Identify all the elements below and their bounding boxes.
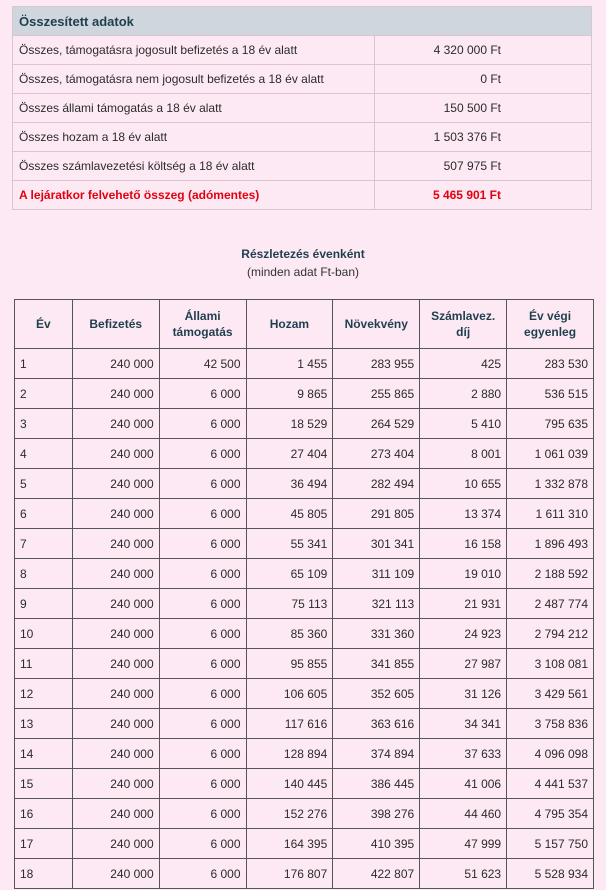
year-cell: 10: [15, 619, 73, 649]
table-cell: 55 341: [246, 529, 333, 559]
table-row: [15, 709, 594, 739]
table-cell: 410 395: [333, 829, 420, 859]
table-cell: 398 276: [333, 799, 420, 829]
table-row: [15, 589, 594, 619]
table-cell: 6 000: [159, 409, 246, 439]
table-cell: 240 000: [72, 439, 159, 469]
table-cell: 240 000: [72, 769, 159, 799]
table-row: [15, 499, 594, 529]
table-cell: 27 987: [420, 649, 507, 679]
table-cell: 240 000: [72, 349, 159, 379]
table-cell: 6 000: [159, 379, 246, 409]
table-row: [15, 379, 594, 409]
table-cell: 341 855: [333, 649, 420, 679]
year-cell: 17: [15, 829, 73, 859]
summary-value: 5 465 901 Ft: [375, 181, 592, 210]
table-row: [15, 679, 594, 709]
yearly-detail-table: [14, 299, 594, 889]
year-cell: 12: [15, 679, 73, 709]
column-header: Állami támogatás: [159, 300, 246, 349]
table-cell: 9 865: [246, 379, 333, 409]
summary-row: [13, 123, 592, 152]
summary-value: 150 500 Ft: [375, 94, 592, 123]
table-cell: 6 000: [159, 739, 246, 769]
table-cell: 3 429 561: [507, 679, 594, 709]
table-cell: 264 529: [333, 409, 420, 439]
column-header: Számlavez. díj: [420, 300, 507, 349]
table-cell: 301 341: [333, 529, 420, 559]
table-row: [15, 469, 594, 499]
table-cell: 5 157 750: [507, 829, 594, 859]
table-cell: 164 395: [246, 829, 333, 859]
table-cell: 27 404: [246, 439, 333, 469]
table-cell: 4 795 354: [507, 799, 594, 829]
table-cell: 6 000: [159, 829, 246, 859]
table-cell: 1 455: [246, 349, 333, 379]
table-cell: 240 000: [72, 709, 159, 739]
table-cell: 117 616: [246, 709, 333, 739]
table-cell: 386 445: [333, 769, 420, 799]
summary-table: [12, 6, 592, 210]
table-cell: 240 000: [72, 739, 159, 769]
table-cell: 422 807: [333, 859, 420, 889]
table-cell: 51 623: [420, 859, 507, 889]
table-cell: 2 487 774: [507, 589, 594, 619]
year-cell: 5: [15, 469, 73, 499]
column-header: Hozam: [246, 300, 333, 349]
year-cell: 18: [15, 859, 73, 889]
year-cell: 4: [15, 439, 73, 469]
table-row: [15, 529, 594, 559]
summary-value: 0 Ft: [375, 65, 592, 94]
summary-row: [13, 152, 592, 181]
table-cell: 240 000: [72, 799, 159, 829]
table-cell: 5 410: [420, 409, 507, 439]
table-cell: 240 000: [72, 649, 159, 679]
table-cell: 152 276: [246, 799, 333, 829]
summary-title: Összesített adatok: [13, 7, 592, 36]
table-cell: 2 188 592: [507, 559, 594, 589]
table-cell: 106 605: [246, 679, 333, 709]
table-cell: 47 999: [420, 829, 507, 859]
table-cell: 44 460: [420, 799, 507, 829]
table-cell: 140 445: [246, 769, 333, 799]
table-cell: 795 635: [507, 409, 594, 439]
table-cell: 5 528 934: [507, 859, 594, 889]
summary-row: [13, 94, 592, 123]
table-row: [15, 649, 594, 679]
table-cell: 6 000: [159, 469, 246, 499]
table-cell: 240 000: [72, 589, 159, 619]
table-cell: 255 865: [333, 379, 420, 409]
year-cell: 8: [15, 559, 73, 589]
table-cell: 352 605: [333, 679, 420, 709]
table-cell: 18 529: [246, 409, 333, 439]
table-cell: 41 006: [420, 769, 507, 799]
table-cell: 34 341: [420, 709, 507, 739]
table-row: [15, 439, 594, 469]
table-cell: 536 515: [507, 379, 594, 409]
year-cell: 11: [15, 649, 73, 679]
summary-label: Összes, támogatásra nem jogosult befizetés a 18 év alatt: [13, 65, 375, 94]
table-row: [15, 739, 594, 769]
table-row: [15, 559, 594, 589]
table-row: [15, 859, 594, 889]
summary-value: 4 320 000 Ft: [375, 36, 592, 65]
table-cell: 1 611 310: [507, 499, 594, 529]
summary-row: [13, 36, 592, 65]
table-cell: 6 000: [159, 859, 246, 889]
table-cell: 291 805: [333, 499, 420, 529]
table-cell: 2 880: [420, 379, 507, 409]
table-cell: 240 000: [72, 409, 159, 439]
table-row: [15, 769, 594, 799]
table-cell: 36 494: [246, 469, 333, 499]
table-cell: 6 000: [159, 679, 246, 709]
table-cell: 240 000: [72, 559, 159, 589]
table-cell: 65 109: [246, 559, 333, 589]
table-cell: 37 633: [420, 739, 507, 769]
table-cell: 21 931: [420, 589, 507, 619]
table-cell: 6 000: [159, 769, 246, 799]
table-cell: 425: [420, 349, 507, 379]
table-cell: 240 000: [72, 499, 159, 529]
table-cell: 6 000: [159, 709, 246, 739]
summary-label: Összes hozam a 18 év alatt: [13, 123, 375, 152]
table-cell: 240 000: [72, 529, 159, 559]
table-cell: 6 000: [159, 529, 246, 559]
table-row: [15, 349, 594, 379]
table-cell: 6 000: [159, 619, 246, 649]
summary-value: 507 975 Ft: [375, 152, 592, 181]
column-header: Év végi egyenleg: [507, 300, 594, 349]
column-header: Növekvény: [333, 300, 420, 349]
year-cell: 2: [15, 379, 73, 409]
table-cell: 374 894: [333, 739, 420, 769]
table-cell: 283 530: [507, 349, 594, 379]
table-cell: 75 113: [246, 589, 333, 619]
year-cell: 16: [15, 799, 73, 829]
year-cell: 14: [15, 739, 73, 769]
table-cell: 6 000: [159, 499, 246, 529]
detail-title: Részletezés évenként: [241, 247, 365, 261]
table-cell: 240 000: [72, 469, 159, 499]
year-cell: 6: [15, 499, 73, 529]
summary-label: Összes, támogatásra jogosult befizetés a 18 év alatt: [13, 36, 375, 65]
detail-subtitle: (minden adat Ft-ban): [246, 265, 360, 279]
summary-label: Összes számlavezetési költség a 18 év alatt: [13, 152, 375, 181]
table-cell: 240 000: [72, 859, 159, 889]
table-cell: 8 001: [420, 439, 507, 469]
table-cell: 6 000: [159, 439, 246, 469]
table-cell: 85 360: [246, 619, 333, 649]
table-cell: 6 000: [159, 589, 246, 619]
table-row: [15, 409, 594, 439]
table-cell: 6 000: [159, 649, 246, 679]
year-cell: 3: [15, 409, 73, 439]
table-cell: 6 000: [159, 799, 246, 829]
summary-label: Összes állami támogatás a 18 év alatt: [13, 94, 375, 123]
table-cell: 19 010: [420, 559, 507, 589]
year-cell: 7: [15, 529, 73, 559]
table-cell: 240 000: [72, 379, 159, 409]
table-row: [15, 829, 594, 859]
table-cell: 240 000: [72, 829, 159, 859]
table-cell: 6 000: [159, 559, 246, 589]
table-cell: 42 500: [159, 349, 246, 379]
table-cell: 331 360: [333, 619, 420, 649]
table-row: [15, 619, 594, 649]
table-cell: 4 096 098: [507, 739, 594, 769]
table-cell: 273 404: [333, 439, 420, 469]
table-cell: 45 805: [246, 499, 333, 529]
table-cell: 13 374: [420, 499, 507, 529]
summary-total-row: [13, 181, 592, 210]
table-cell: 3 108 081: [507, 649, 594, 679]
table-cell: 16 158: [420, 529, 507, 559]
summary-value: 1 503 376 Ft: [375, 123, 592, 152]
table-cell: 240 000: [72, 679, 159, 709]
table-cell: 1 061 039: [507, 439, 594, 469]
table-cell: 128 894: [246, 739, 333, 769]
table-cell: 311 109: [333, 559, 420, 589]
year-cell: 15: [15, 769, 73, 799]
column-header: Befizetés: [72, 300, 159, 349]
table-row: [15, 799, 594, 829]
table-cell: 95 855: [246, 649, 333, 679]
table-cell: 4 441 537: [507, 769, 594, 799]
table-cell: 31 126: [420, 679, 507, 709]
summary-label: A lejáratkor felvehető összeg (adómentes): [13, 181, 375, 210]
table-cell: 1 332 878: [507, 469, 594, 499]
table-cell: 24 923: [420, 619, 507, 649]
table-cell: 283 955: [333, 349, 420, 379]
table-cell: 1 896 493: [507, 529, 594, 559]
summary-row: [13, 65, 592, 94]
year-cell: 1: [15, 349, 73, 379]
column-header: Év: [15, 300, 73, 349]
table-cell: 2 794 212: [507, 619, 594, 649]
table-cell: 240 000: [72, 619, 159, 649]
table-cell: 3 758 836: [507, 709, 594, 739]
table-cell: 363 616: [333, 709, 420, 739]
year-cell: 9: [15, 589, 73, 619]
table-header-row: [15, 300, 594, 349]
table-cell: 321 113: [333, 589, 420, 619]
table-cell: 10 655: [420, 469, 507, 499]
table-cell: 176 807: [246, 859, 333, 889]
table-cell: 282 494: [333, 469, 420, 499]
year-cell: 13: [15, 709, 73, 739]
